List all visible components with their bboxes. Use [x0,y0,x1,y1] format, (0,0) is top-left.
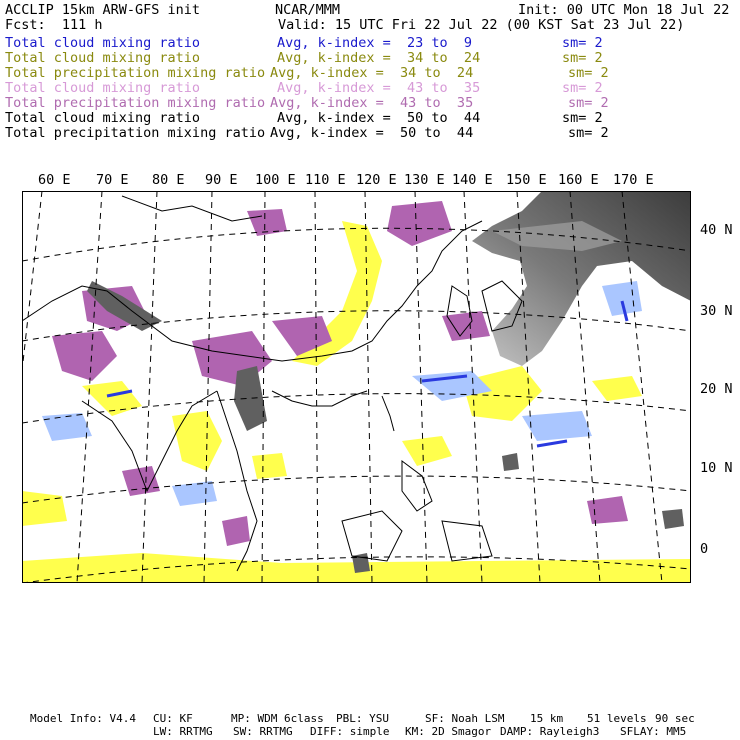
lon-label: 90 E [205,172,238,188]
lon-label: 130 E [404,172,445,188]
init-time: Init: 00 UTC Mon 18 Jul 22 [518,2,730,18]
legend-sm: sm= 2 [562,80,603,96]
legend-field: Total cloud mixing ratio [5,80,201,96]
valid-time: Valid: 15 UTC Fri 22 Jul 22 (00 KST Sat 23 Jul 22) [278,17,685,33]
footer-microphysics: MP: WDM 6class [231,712,324,725]
lat-label: 0 [700,541,709,557]
legend-avg: Avg, k-index = 43 to 35 [270,95,474,111]
lon-label: 100 E [255,172,296,188]
model-title: ACCLIP 15km ARW-GFS init [5,2,201,18]
legend-field: Total cloud mixing ratio [5,50,201,66]
legend-sm: sm= 2 [562,110,603,126]
footer-pbl: PBL: YSU [336,712,389,725]
map-panel [22,191,691,583]
forecast-hour: Fcst: 111 h [5,17,103,33]
legend-field: Total precipitation mixing ratio [5,95,266,111]
lon-label: 140 E [452,172,493,188]
legend-avg: Avg, k-index = 34 to 24 [277,50,481,66]
legend-field: Total cloud mixing ratio [5,110,201,126]
legend-sm: sm= 2 [568,65,609,81]
footer-km: KM: 2D Smagor [405,725,492,738]
footer-surface: SF: Noah LSM [425,712,505,725]
lat-label: 20 N [700,381,733,397]
legend-sm: sm= 2 [568,125,609,141]
lon-label: 120 E [356,172,397,188]
footer-longwave: LW: RRTMG [153,725,213,738]
lon-label: 80 E [152,172,185,188]
legend-sm: sm= 2 [562,35,603,51]
lon-label: 60 E [38,172,71,188]
legend-avg: Avg, k-index = 50 to 44 [270,125,474,141]
legend-avg: Avg, k-index = 23 to 9 [277,35,473,51]
footer-sflay: SFLAY: MM5 [620,725,687,738]
legend-avg: Avg, k-index = 43 to 35 [277,80,481,96]
legend-avg: Avg, k-index = 34 to 24 [270,65,474,81]
footer-damping: DAMP: Rayleigh3 [500,725,600,738]
footer-diffusion: DIFF: simple [310,725,390,738]
footer-levels: 51 levels [587,712,647,725]
lat-label: 10 N [700,460,733,476]
footer-timestep: 90 sec [655,712,695,725]
footer-resolution: 15 km [530,712,564,725]
legend-field: Total precipitation mixing ratio [5,125,266,141]
footer-cumulus: CU: KF [153,712,193,725]
legend-field: Total cloud mixing ratio [5,35,201,51]
organization: NCAR/MMM [275,2,341,18]
lon-label: 150 E [506,172,547,188]
legend-field: Total precipitation mixing ratio [5,65,266,81]
lat-label: 40 N [700,222,733,238]
lon-label: 170 E [613,172,654,188]
lon-label: 160 E [558,172,599,188]
lon-label: 70 E [96,172,129,188]
lon-label: 110 E [305,172,346,188]
legend-avg: Avg, k-index = 50 to 44 [277,110,481,126]
legend-sm: sm= 2 [568,95,609,111]
legend-sm: sm= 2 [562,50,603,66]
footer-shortwave: SW: RRTMG [233,725,293,738]
lat-label: 30 N [700,303,733,319]
footer-model-info: Model Info: V4.4 [30,712,136,725]
